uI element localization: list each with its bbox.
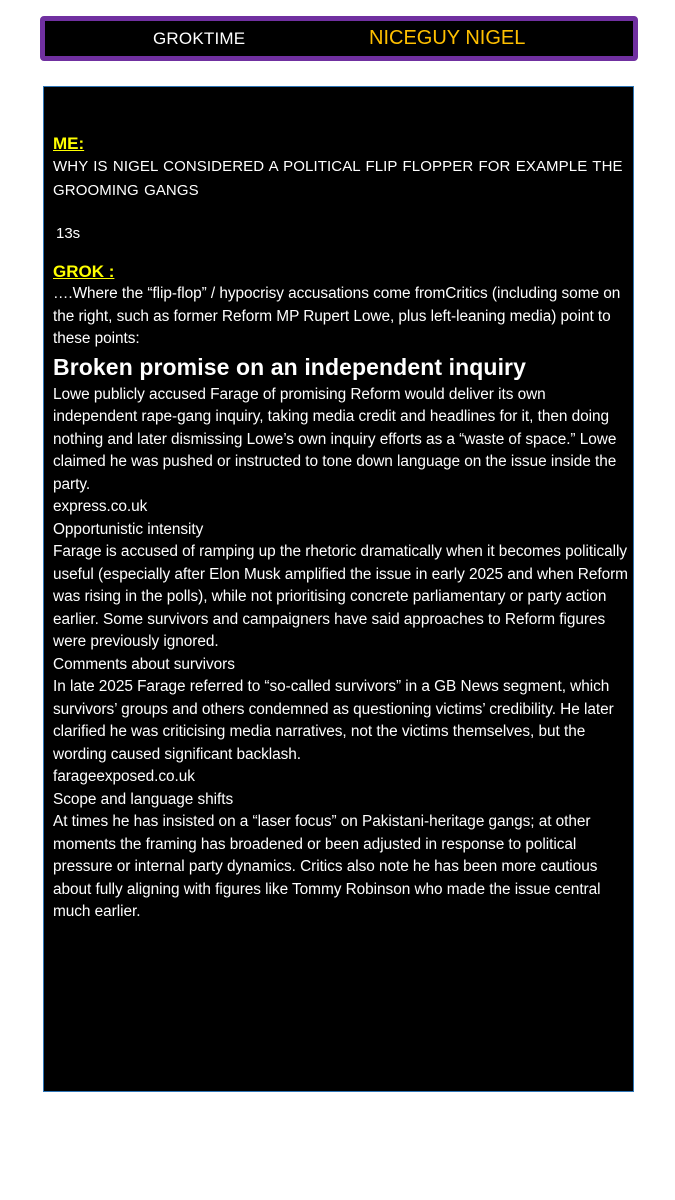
- title-bar: [40, 16, 638, 61]
- me-label: ME:: [53, 134, 85, 153]
- source-link[interactable]: express.co.uk: [53, 498, 148, 515]
- paragraph-survivors: In late 2025 Farage referred to “so-called survivors” in a GB News segment, which survivors’ groups and others condemned as questioning victims’ credibility. He later clarified he was criticising media narratives, not the victims themselves, but the wording caused significant backlash.: [53, 678, 614, 763]
- chat-content: [53, 133, 629, 924]
- response-time: 13s: [56, 225, 81, 242]
- section-label: Comments about survivors: [53, 655, 235, 673]
- response-body: [53, 384, 629, 924]
- section-label: Opportunistic intensity: [53, 520, 204, 538]
- section-label: Scope and language shifts: [53, 790, 234, 808]
- paragraph-scope: At times he has insisted on a “laser focus” on Pakistani-heritage gangs; at other moments the framing has broadened or been adjusted in response to political pressure or internal party dynamics. Critics also note he has been more cautious about fully aligning with figures like Tommy Robinson who made the issue central much earlier.: [53, 813, 601, 920]
- title-right-label: NICEGUY NIGEL: [369, 27, 526, 49]
- chat-panel: [43, 86, 634, 1092]
- paragraph-opportunistic: Farage is accused of ramping up the rhetoric dramatically when it becomes politically useful (especially after Elon Musk amplified the issue in early 2025 and when Reform was rising in the polls), while not prioritising concrete parliamentary or party action earlier. Some survivors and campaigners have said approaches to Reform figures were previously ignored.: [53, 543, 628, 650]
- paragraph-broken-promise: Lowe publicly accused Farage of promising Reform would deliver its own independent rape-gang inquiry, taking media credit and headlines for it, then doing nothing and later dismissing Lowe’s own inquiry efforts as a “waste of space.” Lowe claimed he was pushed or instructed to tone down language on the issue inside the party.: [53, 385, 617, 493]
- response-intro: ….Where the “flip-flop” / hypocrisy accusations come fromCritics (including some on the right, such as former Reform MP Rupert Lowe, plus left-leaning media) point to these points:: [53, 285, 621, 347]
- source-link[interactable]: farageexposed.co.uk: [53, 768, 195, 785]
- grok-label: GROK :: [53, 262, 115, 281]
- title-left-label: GROKTIME: [153, 29, 246, 48]
- response-heading: Broken promise on an independent inquiry: [53, 353, 526, 380]
- user-question: WHY IS NIGEL CONSIDERED A POLITICAL FLIP FLOPPER FOR EXAMPLE THE GROOMING GANGS: [53, 158, 623, 199]
